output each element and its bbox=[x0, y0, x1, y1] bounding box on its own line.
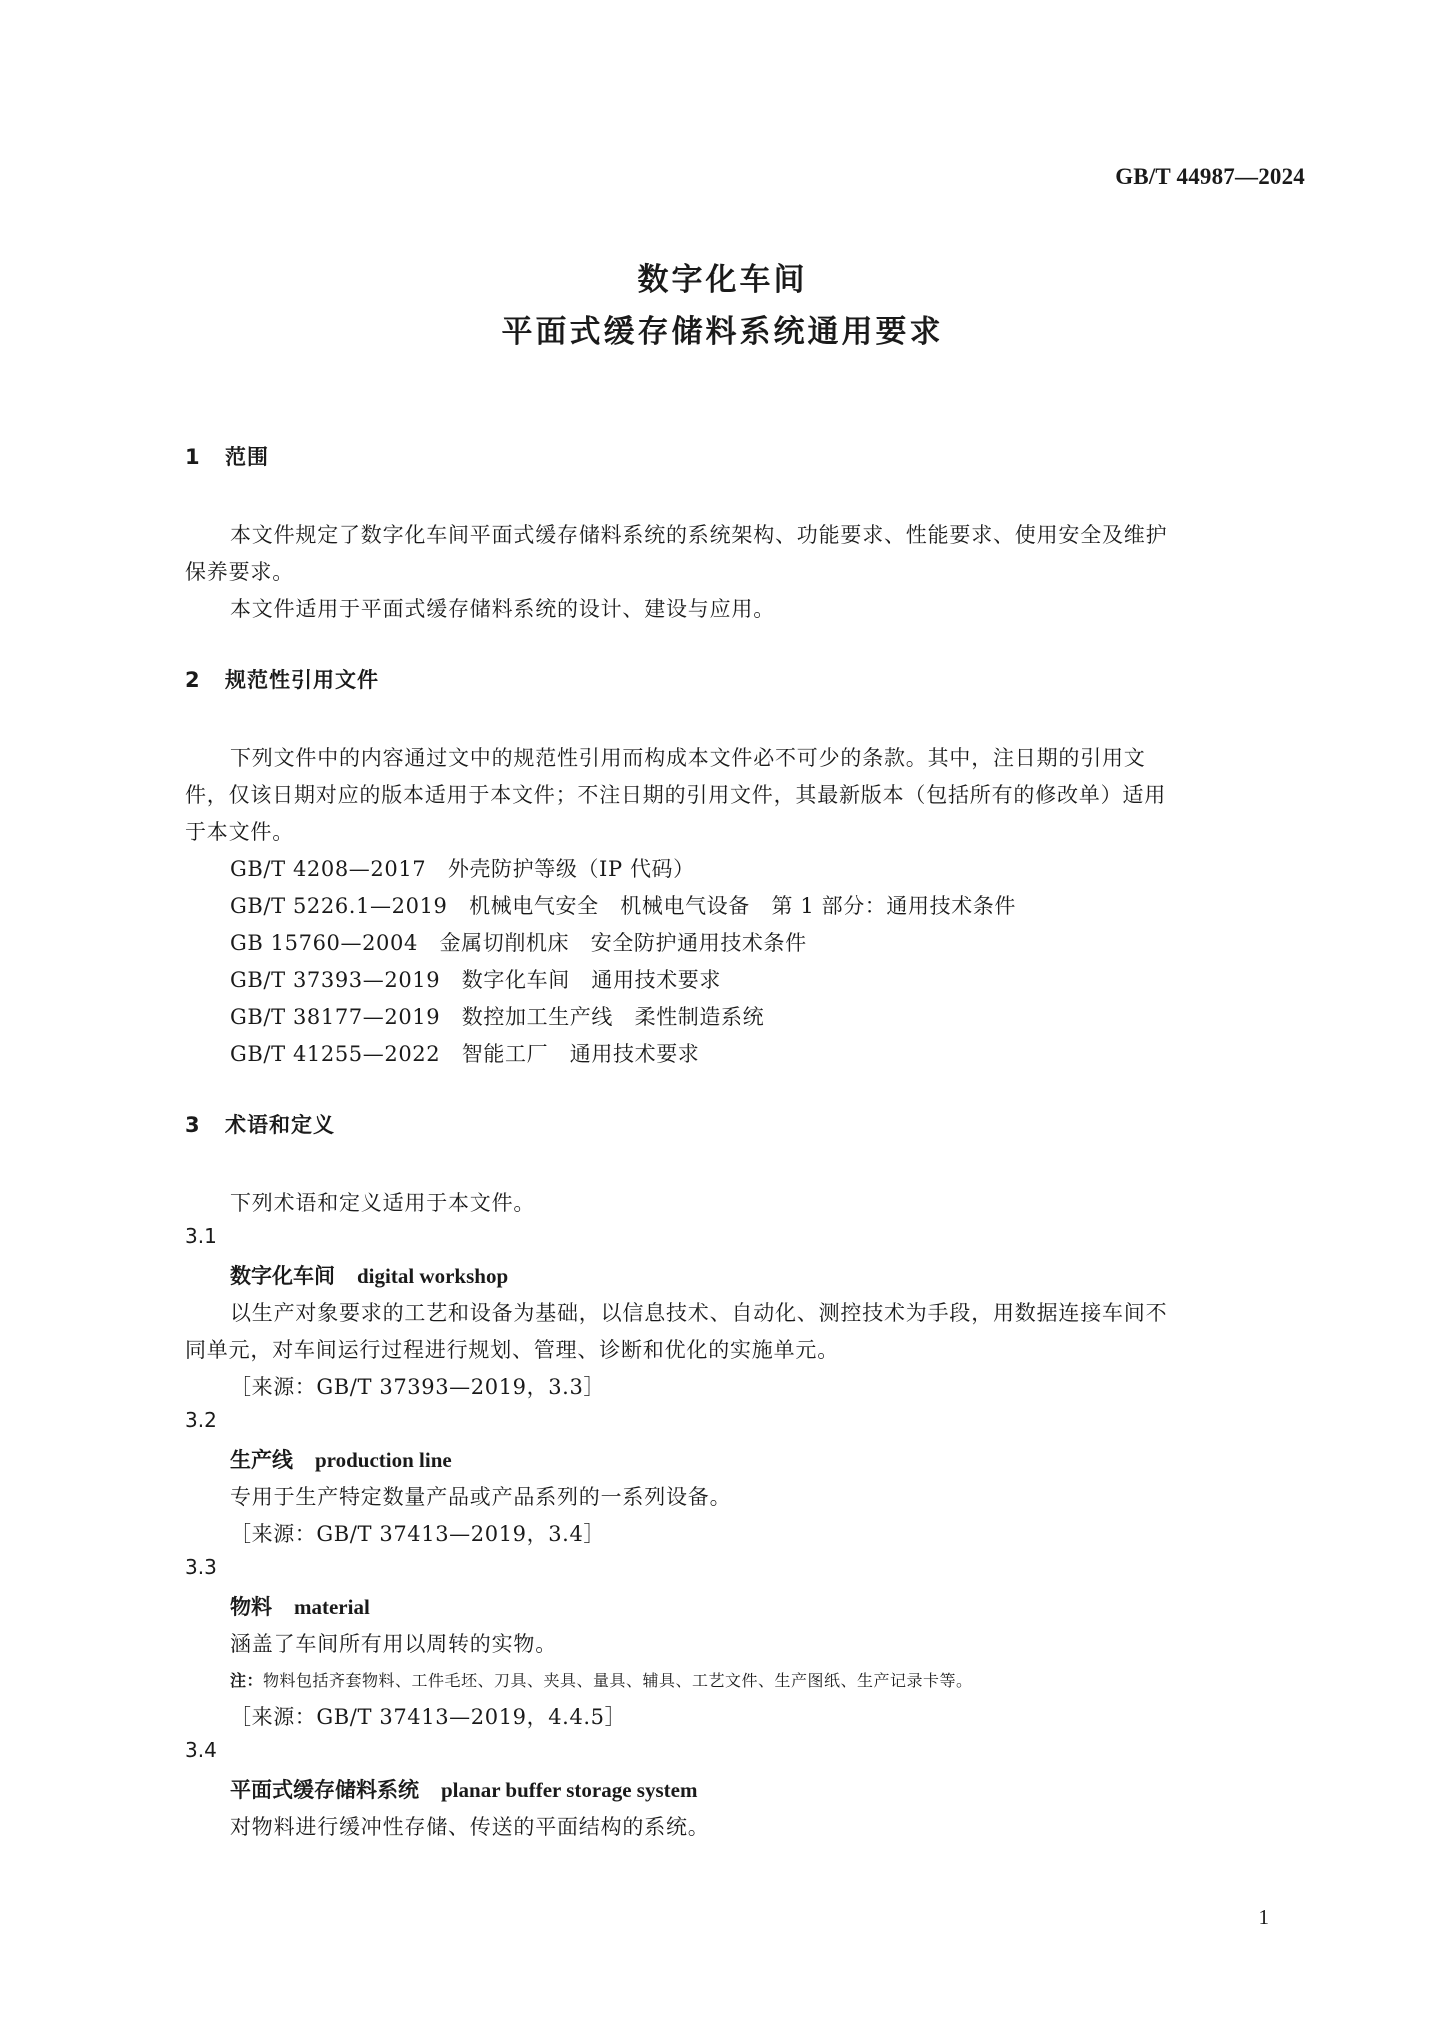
reference-item: GB/T 37393—2019 数字化车间 通用技术要求 bbox=[230, 968, 722, 992]
term-definition: 对物料进行缓冲性存储、传送的平面结构的系统。 bbox=[230, 1815, 710, 1839]
reference-item: GB/T 38177—2019 数控加工生产线 柔性制造系统 bbox=[230, 1005, 765, 1029]
term-en: production line bbox=[315, 1448, 452, 1472]
paragraph-line: 本文件规定了数字化车间平面式缓存储料系统的系统架构、功能要求、性能要求、使用安全及维护 bbox=[230, 523, 1168, 547]
paragraph-line: 件，仅该日期对应的版本适用于本文件；不注日期的引用文件，其最新版本（包括所有的修改单）适用 bbox=[185, 783, 1166, 807]
term-number: 3.4 bbox=[185, 1738, 217, 1762]
document-title-line1: 数字化车间 bbox=[637, 262, 808, 298]
section-title: 术语和定义 bbox=[225, 1113, 335, 1137]
term-definition: 专用于生产特定数量产品或产品系列的一系列设备。 bbox=[230, 1485, 732, 1509]
standard-code: GB/T 44987—2024 bbox=[1115, 164, 1305, 189]
term-definition: 同单元，对车间运行过程进行规划、管理、诊断和优化的实施单元。 bbox=[185, 1338, 839, 1362]
term-zh: 数字化车间 bbox=[230, 1264, 335, 1288]
term-heading bbox=[230, 1591, 370, 1621]
paragraph-line: 保养要求。 bbox=[185, 560, 294, 584]
term-en: digital workshop bbox=[357, 1264, 509, 1288]
paragraph-line: 下列文件中的内容通过文中的规范性引用而构成本文件必不可少的条款。其中，注日期的引用文 bbox=[230, 746, 1146, 770]
term-heading bbox=[230, 1444, 452, 1474]
term-en: material bbox=[294, 1595, 370, 1619]
paragraph-line: 于本文件。 bbox=[185, 820, 294, 844]
term-number: 3.2 bbox=[185, 1408, 217, 1432]
term-number: 3.1 bbox=[185, 1224, 217, 1248]
section-3-heading bbox=[185, 1109, 335, 1139]
term-heading bbox=[230, 1774, 697, 1804]
term-zh: 物料 bbox=[230, 1595, 272, 1619]
term-heading bbox=[230, 1260, 508, 1290]
term-source: ［来源：GB/T 37413—2019，3.4］ bbox=[230, 1522, 606, 1546]
note-text: 物料包括齐套物料、工件毛坯、刀具、夹具、量具、辅具、工艺文件、生产图纸、生产记录卡等。 bbox=[263, 1671, 973, 1690]
document-title-line2: 平面式缓存储料系统通用要求 bbox=[501, 314, 944, 350]
reference-item: GB/T 4208—2017 外壳防护等级（IP 代码） bbox=[230, 857, 695, 881]
section-title: 规范性引用文件 bbox=[225, 668, 379, 692]
term-definition: 以生产对象要求的工艺和设备为基础，以信息技术、自动化、测控技术为手段，用数据连接车间不 bbox=[230, 1301, 1168, 1325]
term-source: ［来源：GB/T 37413—2019，4.4.5］ bbox=[230, 1705, 627, 1729]
reference-item: GB 15760—2004 金属切削机床 安全防护通用技术条件 bbox=[230, 931, 807, 955]
term-definition: 涵盖了车间所有用以周转的实物。 bbox=[230, 1632, 557, 1656]
reference-item: GB/T 5226.1—2019 机械电气安全 机械电气设备 第 1 部分：通用技术条件 bbox=[230, 894, 1016, 918]
section-1-heading bbox=[185, 441, 269, 471]
term-number: 3.3 bbox=[185, 1555, 217, 1579]
note-label: 注： bbox=[230, 1671, 264, 1690]
paragraph-line: 下列术语和定义适用于本文件。 bbox=[230, 1191, 536, 1215]
term-zh: 生产线 bbox=[230, 1448, 293, 1472]
section-2-heading bbox=[185, 664, 379, 694]
term-en: planar buffer storage system bbox=[441, 1778, 698, 1802]
section-number: 2 bbox=[185, 668, 201, 692]
section-number: 1 bbox=[185, 445, 201, 469]
section-title: 范围 bbox=[225, 445, 269, 469]
term-note bbox=[230, 1668, 973, 1691]
section-number: 3 bbox=[185, 1113, 201, 1137]
reference-item: GB/T 41255—2022 智能工厂 通用技术要求 bbox=[230, 1042, 700, 1066]
paragraph-line: 本文件适用于平面式缓存储料系统的设计、建设与应用。 bbox=[230, 597, 775, 621]
page-number: 1 bbox=[1258, 1905, 1269, 1929]
term-zh: 平面式缓存储料系统 bbox=[230, 1778, 419, 1802]
term-source: ［来源：GB/T 37393—2019，3.3］ bbox=[230, 1375, 606, 1399]
